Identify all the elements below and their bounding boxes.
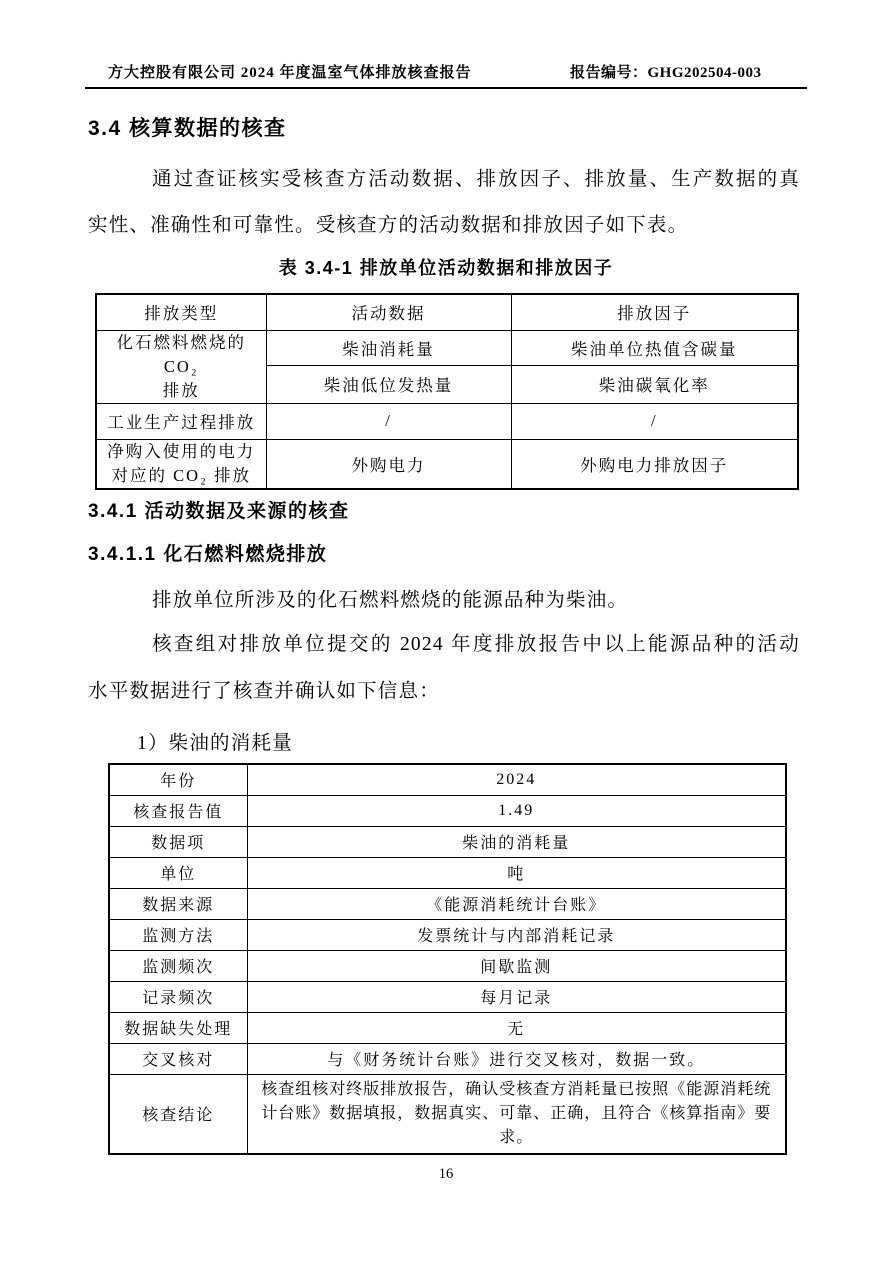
table2-value-monitoring-frequency: 间歇监测 — [247, 950, 786, 981]
table2-label-recording-frequency: 记录频次 — [109, 981, 247, 1012]
table-row — [96, 439, 798, 489]
table1-cell-diesel-consumption: 柴油消耗量 — [266, 330, 511, 365]
table-row — [109, 1074, 786, 1154]
table1-caption: 表 3.4-1 排放单位活动数据和排放因子 — [278, 258, 614, 278]
table1-cell-process-factor: / — [511, 403, 798, 439]
paragraph-verification-confirmation — [88, 621, 800, 715]
table-row — [96, 403, 798, 439]
table-row — [109, 950, 786, 981]
table2-label-monitoring-method: 监测方法 — [109, 919, 247, 950]
section-heading-3-4-1-1: 3.4.1.1 化石燃料燃烧排放 — [88, 544, 328, 565]
paragraph-line: 实性、准确性和可靠性。受核查方的活动数据和排放因子如下表。 — [88, 215, 689, 236]
table1-cell-process-type: 工业生产过程排放 — [96, 403, 266, 439]
table1-cell-electricity-factor: 外购电力排放因子 — [511, 439, 798, 489]
table-row — [96, 330, 798, 365]
cell-line: 对应的 CO₂ 排放 — [111, 465, 251, 485]
table1-cell-diesel-heating-value: 柴油低位发热量 — [266, 365, 511, 403]
table1-cell-fossil-fuel-type — [96, 330, 266, 403]
table-row — [109, 764, 786, 795]
table-row — [109, 981, 786, 1012]
table-row — [109, 857, 786, 888]
table2-label-missing-data-handling: 数据缺失处理 — [109, 1012, 247, 1043]
table-row — [109, 1043, 786, 1074]
table2-label-unit: 单位 — [109, 857, 247, 888]
paragraph-line: 水平数据进行了核查并确认如下信息： — [88, 681, 440, 702]
cell-line: 净购入使用的电力 — [107, 441, 256, 461]
table-row — [109, 826, 786, 857]
table1-header-emission-factor: 排放因子 — [511, 294, 798, 330]
page-number: 16 — [438, 1166, 454, 1182]
table1-cell-electricity-type — [96, 439, 266, 489]
table1-cell-process-activity: / — [266, 403, 511, 439]
table2-label-data-item: 数据项 — [109, 826, 247, 857]
table2-value-monitoring-method: 发票统计与内部消耗记录 — [247, 919, 786, 950]
header-rule — [85, 87, 807, 89]
table2-value-cross-check: 与《财务统计台账》进行交叉核对，数据一致。 — [247, 1043, 786, 1074]
table2-value-verification-conclusion: 核查组核对终版排放报告，确认受核查方消耗量已按照《能源消耗统计台账》数据填报，数据真实、可靠、正确，且符合《核算指南》要求。 — [247, 1074, 786, 1154]
table2-value-data-item: 柴油的消耗量 — [247, 826, 786, 857]
table2-value-year: 2024 — [247, 764, 786, 795]
table2-value-verified-value: 1.49 — [247, 795, 786, 826]
header-report-number: 报告编号：GHG202504-003 — [570, 65, 762, 81]
table2-label-monitoring-frequency: 监测频次 — [109, 950, 247, 981]
table2-label-verification-conclusion: 核查结论 — [109, 1074, 247, 1154]
table2-value-unit: 吨 — [247, 857, 786, 888]
paragraph-verification-intro — [88, 157, 800, 249]
table2-value-missing-data-handling: 无 — [247, 1012, 786, 1043]
header-report-title: 方大控股有限公司 2024 年度温室气体排放核查报告 — [108, 65, 472, 81]
table2-value-data-source: 《能源消耗统计台账》 — [247, 888, 786, 919]
list-item-diesel-consumption: 1）柴油的消耗量 — [137, 733, 293, 754]
table-row — [109, 888, 786, 919]
table-diesel-consumption-verification — [108, 763, 787, 1155]
table-activity-data-emission-factors — [95, 293, 799, 490]
table-row — [96, 294, 798, 330]
table-row — [109, 795, 786, 826]
table2-label-cross-check: 交叉核对 — [109, 1043, 247, 1074]
table1-cell-diesel-carbon-content: 柴油单位热值含碳量 — [511, 330, 798, 365]
cell-line: 排放 — [162, 380, 200, 400]
paragraph-fuel-type: 排放单位所涉及的化石燃料燃烧的能源品种为柴油。 — [152, 590, 629, 611]
table1-header-activity-data: 活动数据 — [266, 294, 511, 330]
section-heading-3-4: 3.4 核算数据的核查 — [88, 117, 287, 140]
table2-label-data-source: 数据来源 — [109, 888, 247, 919]
table1-cell-purchased-electricity: 外购电力 — [266, 439, 511, 489]
table1-cell-diesel-oxidation-rate: 柴油碳氧化率 — [511, 365, 798, 403]
cell-line: 化石燃料燃烧的 CO₂ — [116, 332, 246, 376]
paragraph-line: 通过查证核实受核查方活动数据、排放因子、排放量、生产数据的真 — [152, 169, 800, 190]
section-heading-3-4-1: 3.4.1 活动数据及来源的核查 — [88, 501, 350, 522]
paragraph-line: 核查组对排放单位提交的 2024 年度排放报告中以上能源品种的活动 — [152, 634, 800, 655]
table-row — [109, 1012, 786, 1043]
table2-label-verified-value: 核查报告值 — [109, 795, 247, 826]
table2-label-year: 年份 — [109, 764, 247, 795]
table2-value-recording-frequency: 每月记录 — [247, 981, 786, 1012]
table1-header-emission-type: 排放类型 — [96, 294, 266, 330]
table-row — [109, 919, 786, 950]
